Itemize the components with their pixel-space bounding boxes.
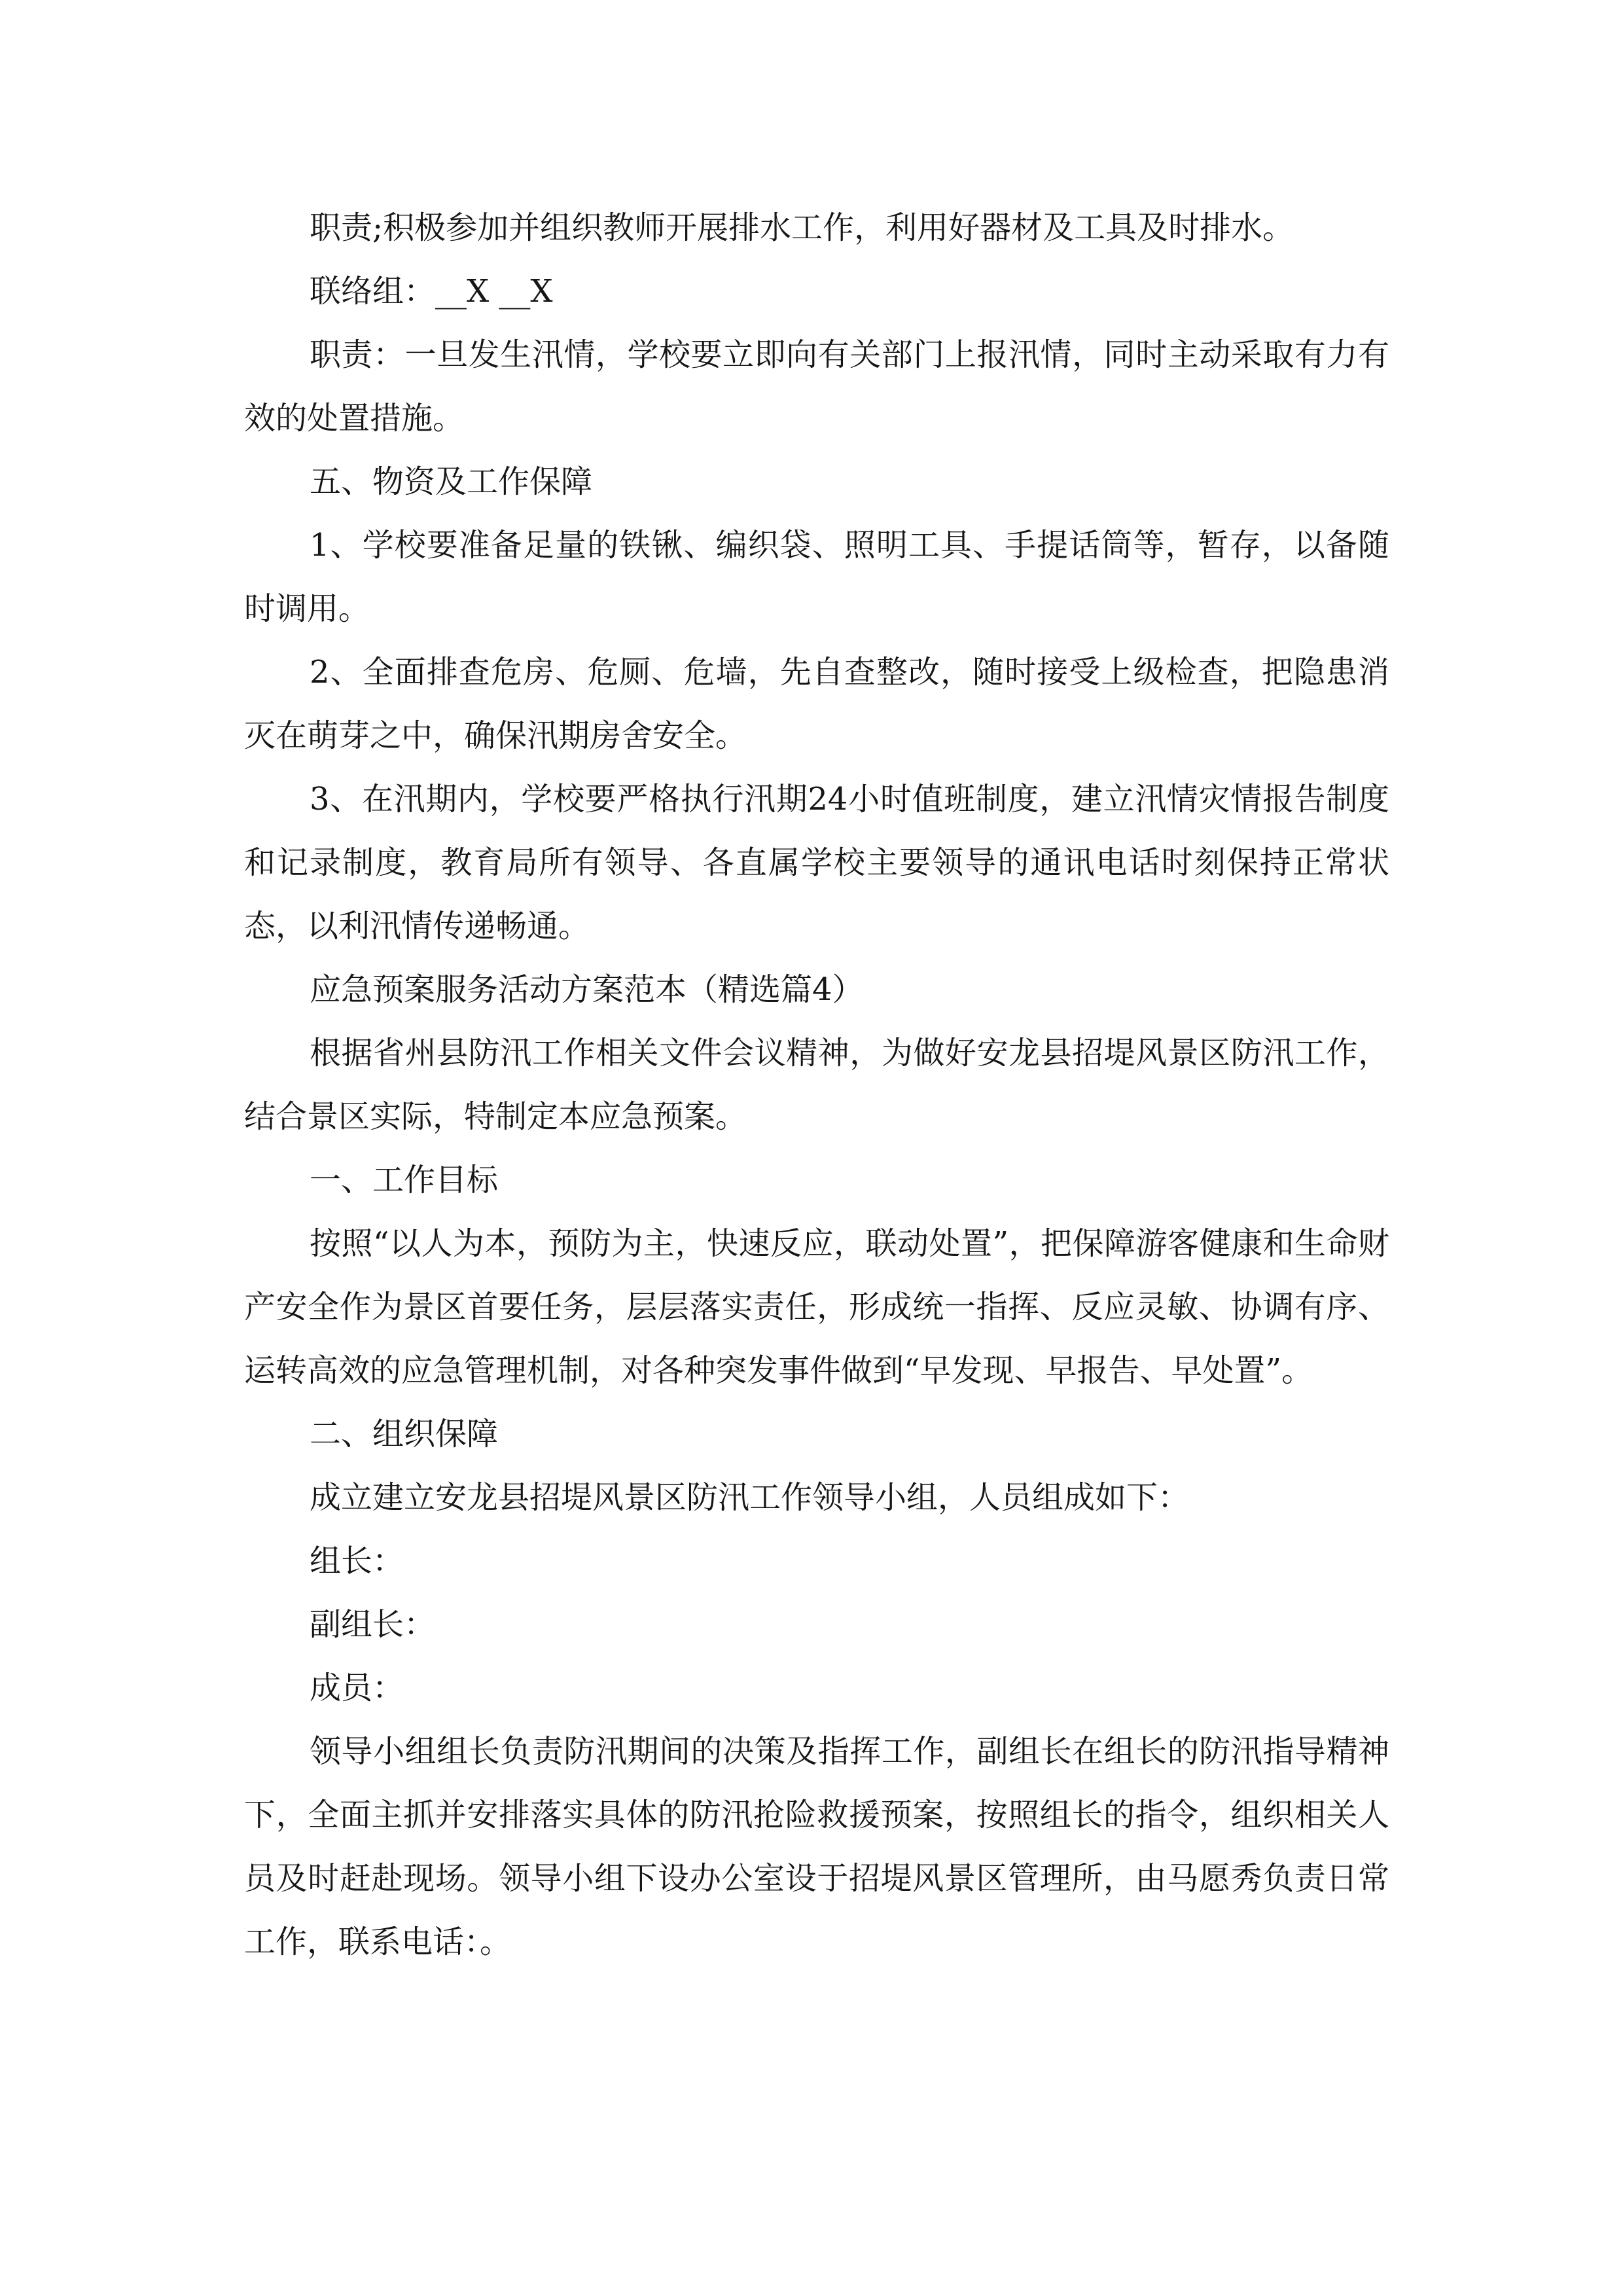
paragraph-liaison-group: 联络组：__X __X — [310, 273, 553, 310]
field-group-leader: 组长： — [310, 1543, 404, 1579]
paragraph-intro: 根据省州县防汛工作相关文件会议精神，为做好安龙县招堤风景区防汛工作，结合景区实际，特制定本应急预案。 — [244, 1035, 1389, 1135]
document-title-part-4: 应急预案服务活动方案范本（精选篇4） — [310, 971, 864, 1008]
section-heading-organization: 二、组织保障 — [310, 1416, 499, 1452]
paragraph-supplies-item-1: 1、学校要准备足量的铁锹、编织袋、照明工具、手提话筒等，暂存，以备随时调用。 — [244, 527, 1389, 627]
paragraph-supplies-item-2: 2、全面排查危房、危厕、危墙，先自查整改，随时接受上级检查，把隐患消灭在萌芽之中，确保汛期房舍安全。 — [244, 654, 1389, 754]
paragraph-goals: 按照“以人为本，预防为主，快速反应，联动处置”，把保障游客健康和生命财产安全作为景区首要任务，层层落实责任，形成统一指挥、反应灵敏、协调有序、运转高效的应急管理机制，对各种突发事件做到“早发现、早报告、早处置”。 — [244, 1225, 1389, 1389]
document-body — [244, 196, 1389, 1974]
field-members: 成员： — [310, 1670, 404, 1706]
field-deputy-leader: 副组长： — [310, 1606, 436, 1643]
paragraph-organization-intro: 成立建立安龙县招堤风景区防汛工作领导小组，人员组成如下： — [310, 1479, 1190, 1516]
paragraph-leadership-duties: 领导小组组长负责防汛期间的决策及指挥工作，副组长在组长的防汛指导精神下，全面主抓并安排落实具体的防汛抢险救援预案，按照组长的指令，组织相关人员及时赶赴现场。领导小组下设办公室设于招堤风景区管理所，由马愿秀负责日常工作，联系电话：。 — [244, 1733, 1389, 1960]
section-heading-supplies: 五、物资及工作保障 — [310, 463, 593, 500]
paragraph-supplies-item-3: 3、在汛期内，学校要严格执行汛期24小时值班制度，建立汛情灾情报告制度和记录制度，教育局所有领导、各直属学校主要领导的通讯电话时刻保持正常状态，以利汛情传递畅通。 — [244, 781, 1389, 944]
paragraph-liaison-duty: 职责：一旦发生汛情，学校要立即向有关部门上报汛情，同时主动采取有力有效的处置措施。 — [244, 336, 1389, 437]
section-heading-goals: 一、工作目标 — [310, 1162, 499, 1198]
paragraph-duty-drainage: 职责;积极参加并组织教师开展排水工作，利用好器材及工具及时排水。 — [310, 209, 1294, 246]
